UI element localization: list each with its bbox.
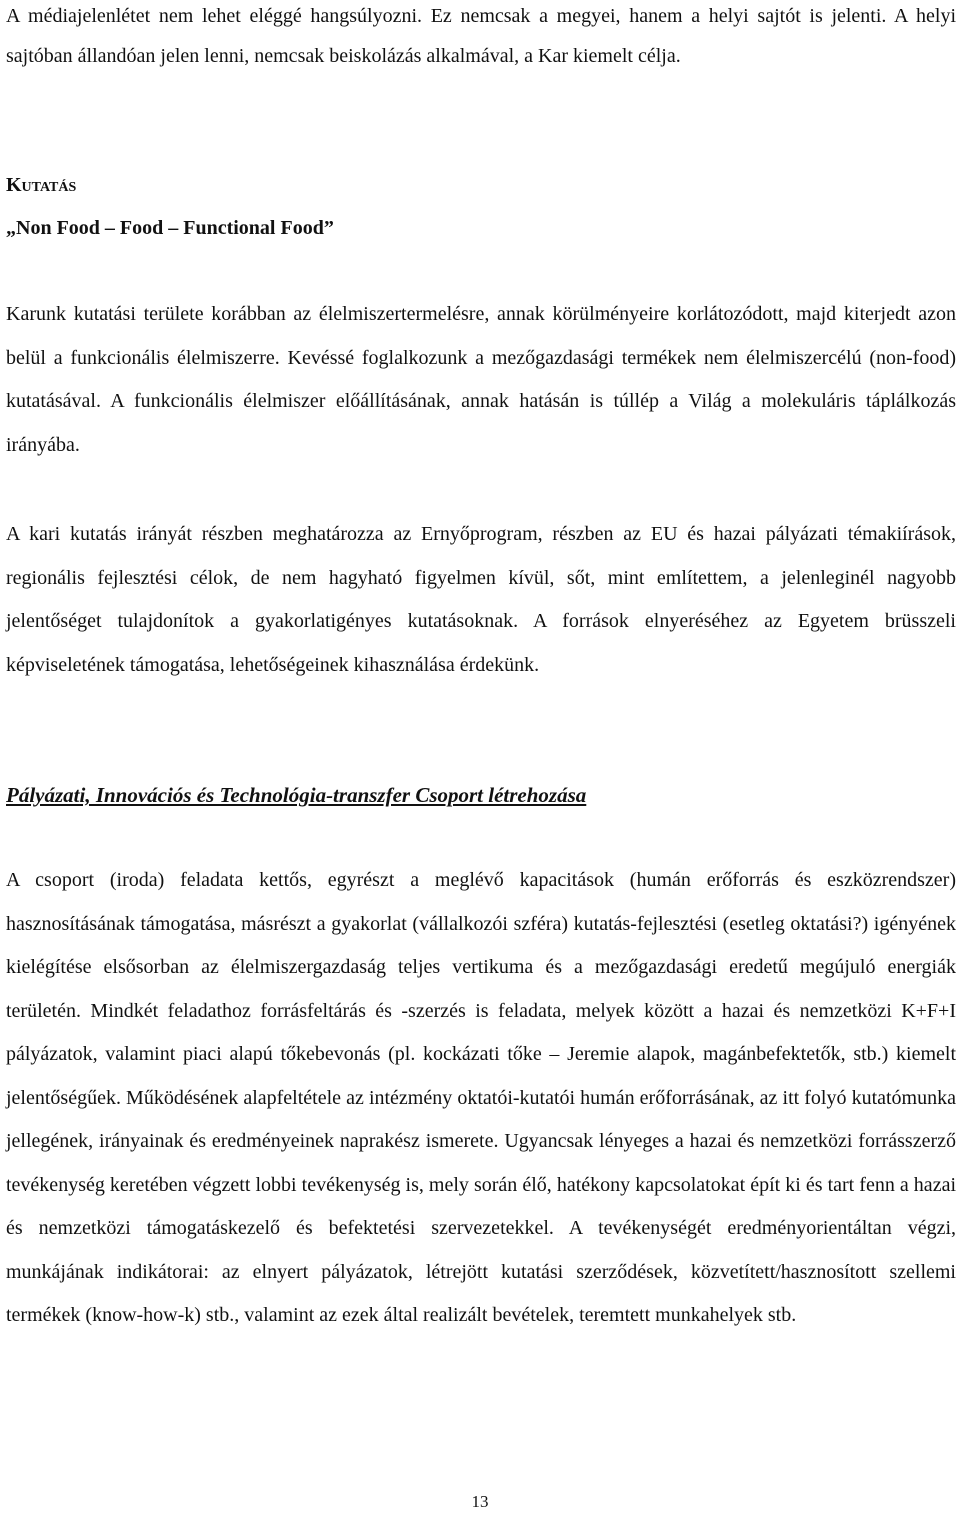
group-paragraph: A csoport (iroda) feladata kettős, egyrészt a meglévő kapacitások (humán erőforrás és eszközrendszer) hasznosításának támogatása, másrészt a gyakorlat (vállalkozói szféra) kutatás-fejlesztési (esetleg oktatási?) igényének kielégítése elsősorban az élelmiszergazdaság teljes vertikuma és a mezőgazdasági eredetű megújuló energiák területén. Mindkét feladathoz forrásfeltárás és -szerzés is feladata, melyek között a hazai és nemzetközi K+F+I pályázatok, valamint piaci alapú tőkebevonás (pl. kockázati tőke – Jeremie alapok, magánbefektetők, stb.) kiemelt jelentőségűek. Működésének alapfeltétele az intézmény oktatói-kutatói humán erőforrásának, az itt folyó kutatómunka jellegének, irányainak és eredményeinek naprakész ismerete. Ugyancsak lényeges a hazai és nemzetközi forrásszerző tevékenység keretében végzett lobbi tevékenység is, mely során élő, hatékony kapcsolatokat épít ki és tart fenn a hazai és nemzetközi támogatáskezelő és befektetési szervezetekkel. A tevékenységét eredményorientáltan végzi, munkájának indikátorai: az elnyert pályázatok, létrejött kutatási szerződések, közvetített/hasznosított szellemi termékek (know-how-k) stb., valamint az ezek által realizált bevételek, teremtett munkahelyek stb. — [6, 869, 956, 1326]
research-paragraph: Karunk kutatási területe korábban az élelmiszertermelésre, annak körülményeire korlátozódott, majd kiterjedt azon belül a funkcionális élelmiszerre. Kevéssé foglalkozunk a mezőgazdasági termékek nem élelmiszercélú (non-food) kutatásával. A funkcionális élelmiszer előállításának, annak hatásán is túllép a Világ a molekuláris táplálkozás irányába. — [6, 303, 956, 456]
intro-paragraph: A médiajelenlétet nem lehet eléggé hangsúlyozni. Ez nemcsak a megyei, hanem a helyi sajtót is jelenti. A helyi sajtóban állandóan jelen lenni, nemcsak beiskolázás alkalmával, a Kar kiemelt célja. — [6, 5, 956, 67]
faculty-research-paragraph: A kari kutatás irányát részben meghatározza az Ernyőprogram, részben az EU és hazai pályázati témakiírások, regionális fejlesztési célok, de nem hagyható figyelmen kívül, sőt, mint említettem, a jelenleginél nagyobb jelentőséget tulajdonítok a gyakorlatigényes kutatásoknak. A források elnyeréséhez az Egyetem brüsszeli képviseletének támogatása, lehetőségeinek kihasználása érdekünk. — [6, 523, 956, 676]
section-heading-kutatas — [6, 170, 76, 200]
page-number: 13 — [471, 1492, 489, 1511]
section-heading-text: Kutatás — [6, 174, 77, 196]
section-heading-palyazati: Pályázati, Innovációs és Technológia-transzfer Csoport létrehozása — [6, 783, 587, 807]
section-subheading-food: „Non Food – Food – Functional Food” — [6, 217, 334, 239]
